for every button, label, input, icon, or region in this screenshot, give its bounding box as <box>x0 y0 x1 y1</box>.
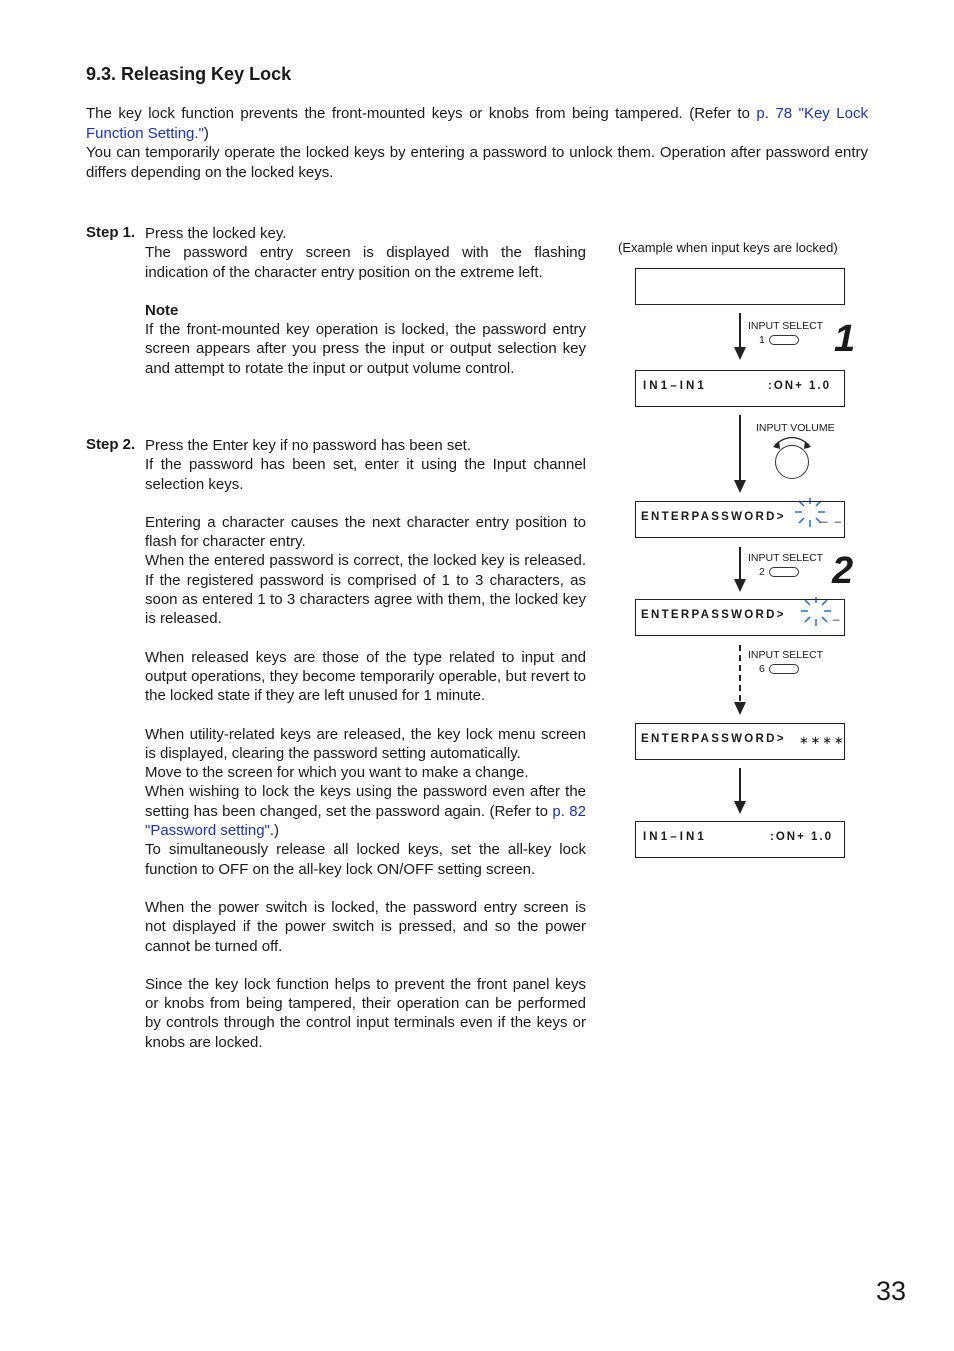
step-1-label: Step 1. <box>86 224 136 241</box>
step-2-p7: Move to the screen for which you want to make a change. <box>145 764 529 782</box>
lcd-password-entry-3 <box>635 723 845 760</box>
input-select-6-label: INPUT SELECT <box>748 649 824 661</box>
step-2-label: Step 2. <box>86 436 136 453</box>
input-select-2-label: INPUT SELECT <box>748 552 824 564</box>
section-title: 9.3. Releasing Key Lock <box>86 64 292 84</box>
step-1-line-2: The password entry screen is displayed with the flashing indication of the character entry position on the extreme left. <box>145 244 586 281</box>
step-2-p8: When wishing to lock the keys using the password even after the setting has been changed, set the password again. (Refer to p. 82 "Password setting".) <box>145 783 586 840</box>
input-volume-knob[interactable] <box>775 445 809 479</box>
step-2-p5: When released keys are those of the type related to input and output operations, they become temporarily operable, but revert to the locked state if they are left unused for 1 minute. <box>145 648 586 705</box>
input-select-1-label: INPUT SELECT <box>748 320 824 332</box>
intro-paragraph-1: The key lock function prevents the front-mounted keys or knobs from being tampered. (Refer to p. 78 "Key Lock Function Setting.") <box>86 105 868 142</box>
step-2-p10: When the power switch is locked, the password entry screen is not displayed if the power switch is pressed, and so the power cannot be turned off. <box>145 898 586 955</box>
lcd-password-entry-2 <box>635 599 845 636</box>
lcd-status-2-value: :ON+ 1.0 <box>770 831 833 843</box>
step-2-p11: Since the key lock function helps to prevent the front panel keys or knobs from being tampered, their operation can be performed by controls through the control input terminals even if the keys or knobs are locked. <box>145 975 586 1051</box>
input-select-2-key[interactable] <box>769 567 799 577</box>
step-2-p4: When the entered password is correct, the locked key is released. If the registered password is comprised of 1 to 3 characters, as soon as entered 1 to 3 characters agree with them, the locked key is released. <box>145 552 586 628</box>
lcd-password-prompt-1: ENTERPASSWORD> <box>641 511 786 523</box>
note-title: Note <box>145 301 179 319</box>
input-select-1-key[interactable] <box>769 335 799 345</box>
step-2-p9: To simultaneously release all locked keys, set the all-key lock function to OFF on the all-key lock ON/OFF setting screen. <box>145 841 586 878</box>
lcd-password-dashes: _ _ <box>821 511 843 523</box>
step-1-line-1: Press the locked key. <box>145 225 287 242</box>
lcd-password-prompt-2: ENTERPASSWORD> <box>641 609 786 621</box>
page-number: 33 <box>876 1276 907 1306</box>
lcd-blank <box>635 268 845 305</box>
diagram-caption: (Example when input keys are locked) <box>618 240 838 255</box>
lcd-password-dash: _ <box>833 609 843 621</box>
step-number-2: 2 <box>832 550 854 592</box>
note-text: If the front-mounted key operation is locked, the password entry screen appears after you press the input or output selection key and attempt to rotate the input or output volume control. <box>145 321 586 377</box>
lcd-status-1 <box>635 370 845 407</box>
input-select-2-number: 2 <box>759 566 765 578</box>
step-number-1: 1 <box>834 318 856 360</box>
input-volume-label: INPUT VOLUME <box>756 422 835 434</box>
step-2-p3: Entering a character causes the next character entry position to flash for character entry. <box>145 513 586 551</box>
lcd-password-prompt-3: ENTERPASSWORD> <box>641 733 786 745</box>
input-select-1-number: 1 <box>759 334 765 346</box>
key-lock-function-link[interactable]: p. 78 "Key Lock Function Setting." <box>86 105 868 142</box>
input-select-6-number: 6 <box>759 663 765 675</box>
lcd-status-2 <box>635 821 845 858</box>
input-select-6-key[interactable] <box>769 664 799 674</box>
lcd-password-stars: ∗∗∗∗ <box>799 735 846 747</box>
step-2-p2: If the password has been set, enter it using the Input channel selection keys. <box>145 456 586 493</box>
lcd-status-2-channel: IN1–IN1 <box>643 831 707 843</box>
intro-paragraph-2: You can temporarily operate the locked keys by entering a password to unlock them. Operation after password entry differs depending on the locked keys. <box>86 144 868 181</box>
step-2-p1: Press the Enter key if no password has been set. <box>145 437 472 454</box>
lcd-status-1-value: :ON+ 1.0 <box>768 380 831 392</box>
lcd-password-entry-1 <box>635 501 845 538</box>
step-2-p6: When utility-related keys are released, the key lock menu screen is displayed, clearing the password setting automatically. <box>145 725 586 762</box>
lcd-status-1-channel: IN1–IN1 <box>643 380 707 392</box>
password-setting-link[interactable]: p. 82 "Password setting" <box>145 802 586 840</box>
